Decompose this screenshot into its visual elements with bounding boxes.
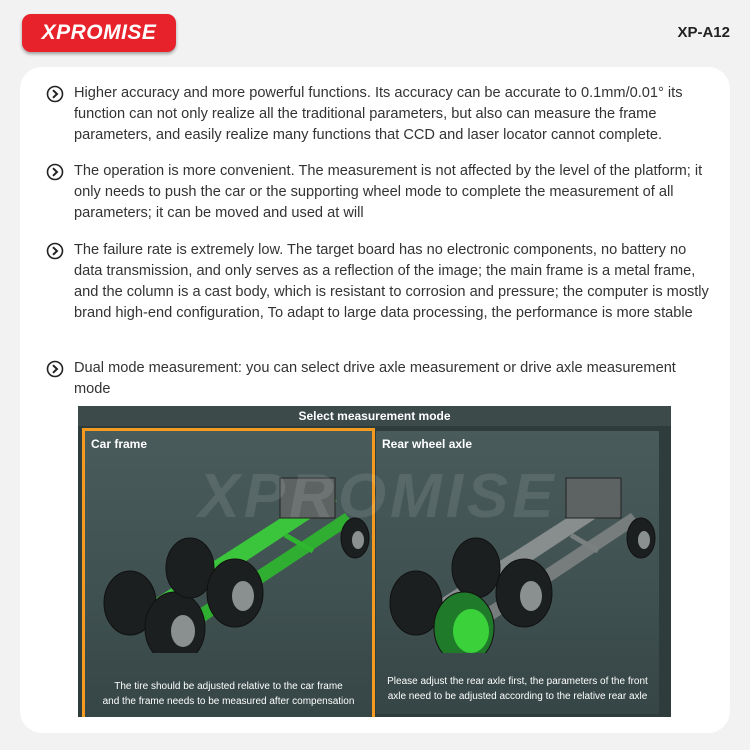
truck-chassis-frame-illustration (85, 453, 372, 653)
caption-line: axle need to be adjusted according to the relative rear axle (387, 691, 648, 702)
caption-line: Please adjust the rear axle first, the parameters of the front (387, 676, 648, 687)
car-frame-label: Car frame (91, 437, 148, 451)
chevron-circle-icon (46, 163, 64, 181)
model-number: XP-A12 (677, 24, 730, 41)
car-frame-panel[interactable] (82, 428, 375, 717)
feature-card (20, 67, 730, 733)
feature-text: The operation is more convenient. The measurement is not affected by the level of the platform; it only needs to push the car or the supporting wheel mode to complete the measurement of all parameters; it can be moved and used at will (74, 163, 703, 221)
figure-title: Select measurement mode (78, 406, 671, 426)
feature-text: Higher accuracy and more powerful functions. Its accuracy can be accurate to 0.1mm/0.01° its function can not only realize all the traditional parameters, but also can measure the frame parameters, and easily realize many functions that CCD and laser locator cannot complete. (74, 85, 683, 143)
caption-line: and the frame needs to be measured after compensation (102, 696, 355, 707)
logo-text: XPROMISE (41, 21, 157, 44)
rear-wheel-axle-caption (380, 674, 655, 704)
truck-chassis-axle-illustration (376, 453, 659, 653)
feature-text: Dual mode measurement: you can select drive axle measurement or drive axle measurement mode (74, 360, 676, 397)
car-frame-caption (89, 679, 368, 709)
caption-line: The tire should be adjusted relative to the car frame (114, 681, 343, 692)
chevron-circle-icon (46, 242, 64, 260)
feature-item (46, 83, 710, 146)
measurement-mode-figure (78, 406, 671, 717)
rear-wheel-axle-label: Rear wheel axle (382, 437, 473, 451)
rear-wheel-axle-panel[interactable] (376, 431, 659, 714)
chevron-circle-icon (46, 360, 64, 378)
feature-item (46, 161, 710, 224)
feature-item (46, 358, 710, 400)
brand-logo (22, 14, 176, 52)
chevron-circle-icon (46, 85, 64, 103)
feature-item (46, 240, 710, 324)
feature-text: The failure rate is extremely low. The target board has no electronic components, no battery no data transmission, and only serves as a reflection of the image; the main frame is a metal frame, and the column is a cast body, which is resistant to corrosion and pressure; the computer is mostly brand high-end configuration, To adapt to large data processing, the performance is more stable (74, 242, 709, 321)
